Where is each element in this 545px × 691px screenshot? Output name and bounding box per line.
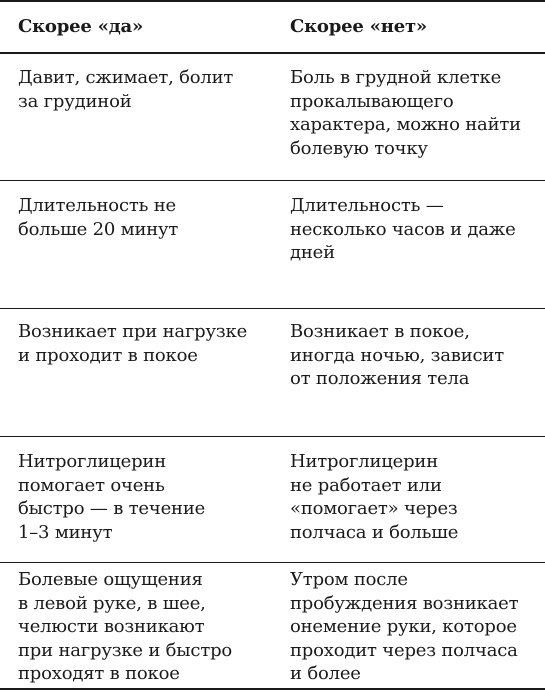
row-4-no: Нитроглицерин не работает или «помогает» через полчаса и больше — [290, 451, 459, 543]
row-3-no: Возникает в покое, иногда ночью, зависит от положения тела — [290, 321, 504, 389]
header-no: Скорее «нет» — [290, 16, 427, 37]
table-top-rule — [0, 0, 545, 2]
row-1-no: Боль в грудной клетке прокалывающего характера, можно найти болевую точку — [290, 67, 521, 159]
row-divider — [0, 308, 545, 309]
header-yes: Скорее «да» — [18, 16, 144, 37]
row-2-no: Длительность — несколько часов и даже дней — [290, 195, 516, 263]
row-1-yes: Давит, сжимает, болит за грудиной — [18, 67, 234, 112]
row-divider — [0, 180, 545, 181]
row-5-yes: Болевые ощущения в левой руке, в шее, челюсти возникают при нагрузке и быстро проходят в покое — [18, 569, 233, 684]
row-5-no: Утром после пробуждения возникает онемение руки, которое проходит через полчаса и более — [290, 569, 519, 684]
table-bottom-rule — [0, 688, 545, 690]
row-divider — [0, 436, 545, 437]
header-bottom-rule — [0, 52, 545, 54]
row-divider — [0, 562, 545, 563]
row-4-yes: Нитроглицерин помогает очень быстро — в течение 1–3 минут — [18, 451, 206, 543]
row-3-yes: Возникает при нагрузке и проходит в покое — [18, 321, 248, 366]
row-2-yes: Длительность не больше 20 минут — [18, 195, 179, 240]
